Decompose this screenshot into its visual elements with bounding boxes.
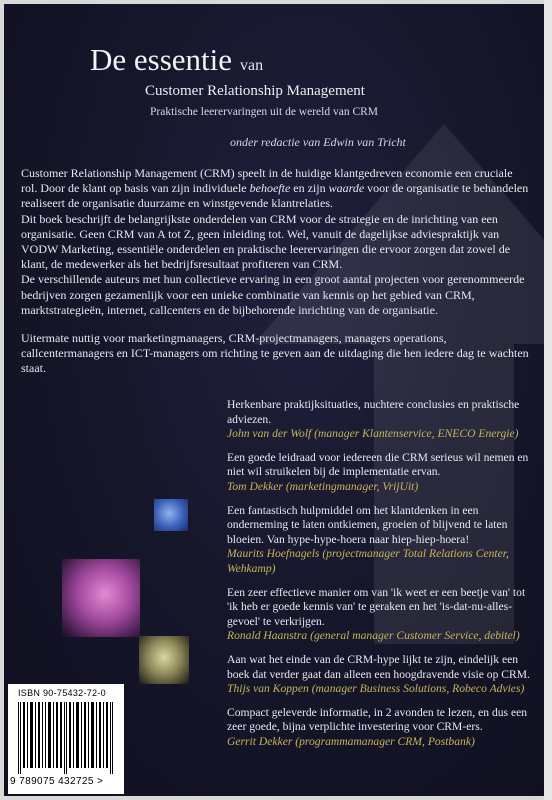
subtitle: Customer Relationship Management <box>145 83 365 99</box>
quote-text: Compact geleverde informatie, in 2 avonden te lezen, en dus een zeer goede, bijna verplichte investering voor CRM-ers. <box>227 705 528 734</box>
barcode-icon <box>18 702 118 774</box>
title-main: De essentie <box>90 42 233 77</box>
photo-pink <box>62 559 140 637</box>
quote-author: Tom Dekker (marketingmanager, VrijUit) <box>227 479 419 493</box>
photo-olive <box>139 636 189 684</box>
barcode-number: 9 789075 432725 > <box>10 776 104 787</box>
quote-author: Ronald Haanstra (general manager Customer Service, debitel) <box>227 629 520 643</box>
paragraph-authors: De verschillende auteurs met hun collectieve ervaring in een groot aantal projecten voor gerenommeerde bedrijven zorgen gezamenlijk voor een unieke combinatie van kennis op het gebied van CRM, marktstrategieën, internet, callcenters en de bijbehorende inrichting van de organisatie. <box>21 272 525 317</box>
testimonials <box>227 398 532 758</box>
quote-text: Aan wat het einde van de CRM-hype lijkt te zijn, eindelijk een boek dat verder gaat dan alleen een hoogdravende visie op CRM. <box>227 652 530 681</box>
quote-text: Een goede leidraad voor iedereen die CRM serieus wil nemen en niet wil struikelen bij de implementatie ervan. <box>227 450 529 479</box>
testimonial <box>227 706 532 750</box>
page-edge <box>544 0 552 800</box>
paragraph-audience: Uitermate nuttig voor marketingmanagers, CRM-projectmanagers, managers operations, callcentermanagers en ICT-managers om richting te geven aan de uitdaging die hen iedere dag te wachten staat. <box>21 331 529 376</box>
quote-author: Maurits Hoefnagels (projectmanager Total Relations Center, Wehkamp) <box>227 547 509 575</box>
isbn-label: ISBN 90-75432-72-0 <box>18 688 106 698</box>
testimonial <box>227 586 532 644</box>
quote-text: Een fantastisch hulpmiddel om het klantdenken in een onderneming te laten ontkiemen, groeien of blijvend te laten bloeien. Van hype-hype-hoera naar hiep-hiep-hoera! <box>227 503 508 546</box>
editor-credit: onder redactie van Edwin van Tricht <box>230 135 406 149</box>
photo-blue <box>154 499 188 531</box>
testimonial <box>227 504 532 577</box>
book-back-cover <box>4 4 544 796</box>
testimonial <box>227 653 532 697</box>
barcode-panel <box>8 684 124 794</box>
quote-author: Gerrit Dekker (programmamanager CRM, Postbank) <box>227 734 475 748</box>
title-small: van <box>240 57 264 74</box>
quote-author: Thijs van Koppen (manager Business Solutions, Robeco Advies) <box>227 682 525 696</box>
testimonial <box>227 451 532 495</box>
testimonial <box>227 398 532 442</box>
tagline: Praktische leerervaringen uit de wereld van CRM <box>150 106 379 118</box>
paragraph-content: Dit boek beschrijft de belangrijkste onderdelen van CRM voor de strategie en de inrichting van een organisatie. Geen CRM van A tot Z, geen inleiding tot. Wel, vanuit de dagelijkse adviespraktijk van VODW Marketing, essentiële onderdelen en praktische leerervaringen die ervoor zorgen dat zowel de klant, de medewerker als het bedrijfsresultaat profiteren van CRM. <box>21 211 511 272</box>
title <box>90 42 263 78</box>
paragraph-intro: Customer Relationship Management (CRM) speelt in de huidige klantgedreven economie een cruciale rol. Door de klant op basis van zijn individuele behoefte en zijn waarde voor de organisatie te behandelen realiseert de organisatie duurzame en winstgevende klantrelaties. <box>21 166 529 211</box>
quote-author: John van der Wolf (manager Klantenservice, ENECO Energie) <box>227 427 519 441</box>
quote-text: Herkenbare praktijksituaties, nuchtere conclusies en praktische adviezen. <box>227 398 520 426</box>
description <box>21 166 529 377</box>
quote-text: Een zeer effectieve manier om van 'ik weet er een beetje van' tot 'ik heb er goede kennis van' te geraken en het 'is-dat-nu-alles-gevoel' te verkrijgen. <box>227 585 526 628</box>
